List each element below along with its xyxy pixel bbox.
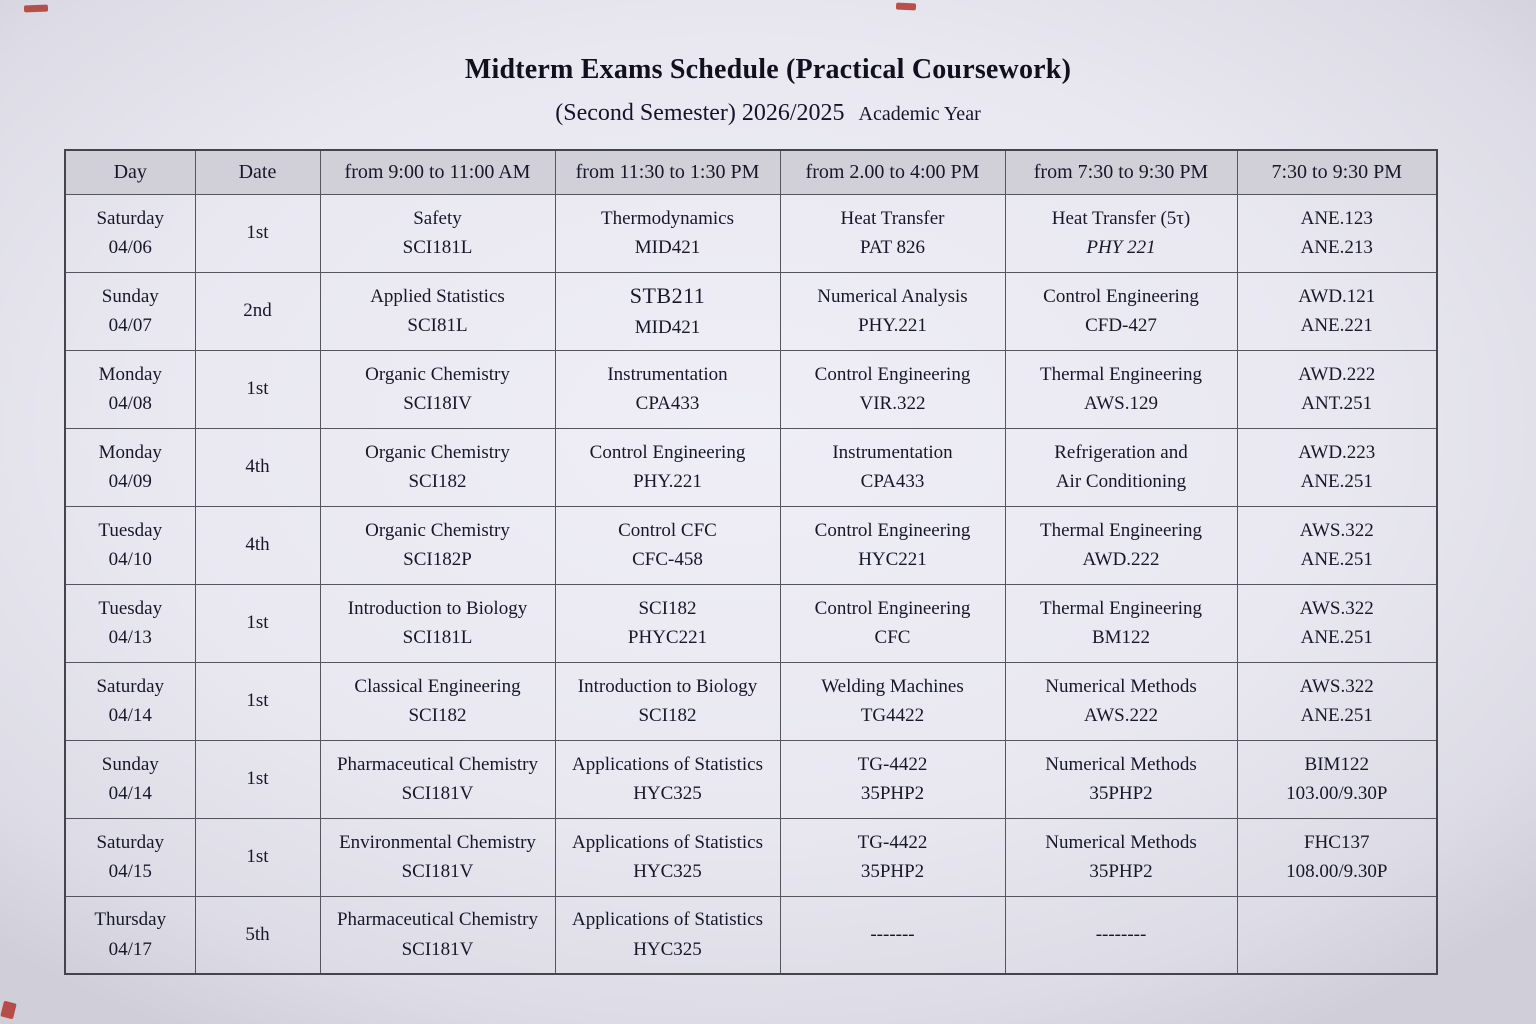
exam-cell <box>320 506 555 584</box>
day-date: 04/07 <box>108 315 152 336</box>
course-name: Instrumentation <box>607 363 728 385</box>
exam-cell <box>780 584 1005 662</box>
room-code: 108.00/9.30P <box>1286 861 1388 882</box>
course-code: SCI181L <box>402 237 473 258</box>
exam-cell <box>320 896 555 974</box>
course-name: ------- <box>870 924 915 946</box>
course-name: Environmental Chemistry <box>339 831 536 853</box>
page-subtitle <box>0 100 1536 127</box>
exam-cell <box>320 428 555 506</box>
exam-cell <box>1005 740 1237 818</box>
date-ordinal-cell: 5th <box>195 896 320 974</box>
course-name: Control Engineering <box>814 519 971 541</box>
course-name: Introduction to Biology <box>577 675 758 697</box>
course-name: Pharmaceutical Chemistry <box>336 909 539 931</box>
table-row <box>65 896 1437 974</box>
course-name: Numerical Methods <box>1045 675 1197 697</box>
course-code: HYC325 <box>633 938 702 960</box>
course-code: MID421 <box>634 317 701 339</box>
room-code: AWS.322 <box>1299 675 1374 697</box>
day-date: 04/15 <box>108 861 152 882</box>
course-name: Welding Machines <box>821 675 964 697</box>
table-row <box>65 662 1437 740</box>
course-name: Applied Statistics <box>370 285 505 307</box>
room-cell <box>1237 428 1437 506</box>
course-code: PHY.221 <box>858 315 927 336</box>
course-name: Applications of Statistics <box>571 753 764 775</box>
course-code: PAT 826 <box>860 237 925 258</box>
room-code: ANE.251 <box>1300 705 1373 726</box>
course-name: Thermal Engineering <box>1040 597 1202 619</box>
exam-cell <box>555 662 780 740</box>
room-code: ANE.123 <box>1300 207 1373 229</box>
course-code: CFD-427 <box>1085 315 1157 336</box>
room-cell <box>1237 740 1437 818</box>
course-code: AWS.222 <box>1084 705 1158 726</box>
course-code: PHYC221 <box>627 627 708 648</box>
header-slot-730-930-room: 7:30 to 9:30 PM <box>1237 150 1437 194</box>
exam-cell <box>320 662 555 740</box>
day-date: 04/14 <box>108 783 152 804</box>
table-row <box>65 740 1437 818</box>
day-cell <box>65 740 195 818</box>
course-name: Control Engineering <box>1043 285 1199 307</box>
room-code: FHC137 <box>1304 831 1370 853</box>
course-name: Applications of Statistics <box>571 831 764 853</box>
day-date: 04/13 <box>108 627 152 648</box>
exam-cell <box>780 506 1005 584</box>
day-name: Sunday <box>101 285 159 307</box>
date-ordinal-cell: 1st <box>195 740 320 818</box>
course-code: 35PHP2 <box>1089 783 1153 804</box>
course-code: VIR.322 <box>859 393 926 414</box>
day-date: 04/08 <box>108 393 152 414</box>
course-code: SCI181L <box>402 627 473 648</box>
header-slot-2-4: from 2.00 to 4:00 PM <box>780 150 1005 194</box>
room-code: AWD.121 <box>1298 285 1376 307</box>
room-code: AWD.222 <box>1298 363 1376 385</box>
course-code: HYC325 <box>633 783 702 804</box>
table-row <box>65 350 1437 428</box>
course-code: PHY 221 <box>1086 237 1156 258</box>
exam-cell <box>320 350 555 428</box>
course-name: Thermal Engineering <box>1040 363 1202 385</box>
day-date: 04/09 <box>108 471 152 492</box>
day-date: 04/14 <box>108 705 152 726</box>
course-name: Heat Transfer (5τ) <box>1051 207 1191 229</box>
course-code: BM122 <box>1091 627 1151 648</box>
room-cell <box>1237 272 1437 350</box>
course-code: CPA433 <box>860 471 925 492</box>
room-cell <box>1237 194 1437 272</box>
course-name: Organic Chemistry <box>365 363 510 385</box>
table-row <box>65 584 1437 662</box>
header-slot-730-930: from 7:30 to 9:30 PM <box>1005 150 1237 194</box>
exam-cell <box>1005 272 1237 350</box>
table-row <box>65 272 1437 350</box>
course-name: Thermodynamics <box>601 207 734 229</box>
course-code: SCI181V <box>401 861 474 882</box>
exam-cell <box>1005 584 1237 662</box>
room-code: ANE.251 <box>1300 471 1373 492</box>
course-name: Thermal Engineering <box>1040 519 1202 541</box>
course-name: Numerical Analysis <box>817 285 968 307</box>
day-cell <box>65 506 195 584</box>
exam-cell <box>1005 428 1237 506</box>
exam-cell <box>1005 194 1237 272</box>
room-code: ANE.251 <box>1300 627 1373 648</box>
exam-cell <box>780 818 1005 896</box>
date-ordinal-cell: 1st <box>195 662 320 740</box>
course-code: SCI181V <box>401 938 474 960</box>
exam-cell <box>555 506 780 584</box>
day-name: Tuesday <box>98 597 163 619</box>
course-code: MID421 <box>634 237 701 258</box>
course-name: Introduction to Biology <box>347 597 528 619</box>
course-code: TG4422 <box>860 705 925 726</box>
course-name: Control CFC <box>618 519 717 541</box>
exam-cell <box>555 818 780 896</box>
room-code: AWD.223 <box>1298 441 1376 463</box>
course-code: SCI81L <box>407 315 468 336</box>
table-row <box>65 194 1437 272</box>
table-row <box>65 428 1437 506</box>
day-name: Sunday <box>101 753 159 775</box>
day-date: 04/10 <box>108 549 152 570</box>
subtitle-main: (Second Semester) 2026/2025 <box>555 100 845 126</box>
exam-cell <box>780 896 1005 974</box>
course-name: Safety <box>413 207 462 229</box>
room-code: ANE.251 <box>1300 549 1373 570</box>
exam-cell <box>780 662 1005 740</box>
course-name: Organic Chemistry <box>365 519 510 541</box>
exam-cell <box>555 896 780 974</box>
exam-cell <box>555 428 780 506</box>
date-ordinal-cell: 1st <box>195 584 320 662</box>
red-pen-mark-top-right <box>896 2 916 10</box>
header-slot-1130-130: from 11:30 to 1:30 PM <box>555 150 780 194</box>
course-name: -------- <box>1095 924 1147 946</box>
day-date: 04/17 <box>108 938 152 960</box>
exam-schedule-table <box>64 149 1438 975</box>
exam-cell <box>1005 662 1237 740</box>
room-code: ANT.251 <box>1301 393 1373 414</box>
course-code: PHY.221 <box>633 471 702 492</box>
course-name: STB211 <box>629 283 706 309</box>
day-name: Saturday <box>96 675 165 697</box>
day-name: Thursday <box>94 909 167 931</box>
date-ordinal-cell: 1st <box>195 818 320 896</box>
course-name: Classical Engineering <box>354 675 521 697</box>
page-title: Midterm Exams Schedule (Practical Coursework) <box>464 54 1072 85</box>
exam-cell <box>1005 818 1237 896</box>
day-name: Monday <box>98 363 162 385</box>
course-code: SCI181V <box>401 783 474 804</box>
day-cell <box>65 896 195 974</box>
room-code: BIM122 <box>1304 753 1369 775</box>
exam-cell <box>555 272 780 350</box>
day-date: 04/06 <box>108 237 152 258</box>
day-name: Monday <box>98 441 162 463</box>
course-code: 35PHP2 <box>860 861 925 882</box>
day-cell <box>65 428 195 506</box>
exam-cell <box>320 818 555 896</box>
date-ordinal-cell: 1st <box>195 350 320 428</box>
header-row <box>65 150 1437 194</box>
exam-cell <box>1005 896 1237 974</box>
course-code: CFC <box>874 627 911 648</box>
course-code: SCI182P <box>403 549 472 570</box>
exam-cell <box>780 350 1005 428</box>
room-cell <box>1237 584 1437 662</box>
course-name: Control Engineering <box>814 597 971 619</box>
room-code: AWS.322 <box>1299 519 1374 541</box>
course-code: 35PHP2 <box>860 783 925 804</box>
header-date: Date <box>195 150 320 194</box>
exam-cell <box>555 584 780 662</box>
course-code: CPA433 <box>635 393 700 414</box>
exam-cell <box>555 740 780 818</box>
header-day: Day <box>65 150 195 194</box>
course-name: Control Engineering <box>814 363 971 385</box>
exam-cell <box>780 272 1005 350</box>
course-name: Pharmaceutical Chemistry <box>336 753 539 775</box>
exam-cell <box>320 194 555 272</box>
subtitle-suffix: Academic Year <box>858 103 981 125</box>
course-code: AWS.129 <box>1084 393 1158 414</box>
course-name: Control Engineering <box>589 441 746 463</box>
exam-cell <box>320 584 555 662</box>
course-code: SCI182 <box>408 471 467 492</box>
day-name: Saturday <box>96 831 165 853</box>
course-code: CFC-458 <box>632 549 703 570</box>
exam-cell <box>555 194 780 272</box>
course-code: Air Conditioning <box>1055 471 1187 492</box>
red-pen-mark-bottom-left <box>0 1001 16 1020</box>
exam-cell <box>555 350 780 428</box>
exam-cell <box>780 194 1005 272</box>
course-name: Instrumentation <box>832 441 953 463</box>
exam-cell <box>780 740 1005 818</box>
room-code: AWS.322 <box>1299 597 1374 619</box>
course-name: Applications of Statistics <box>571 909 764 931</box>
course-name: Refrigeration and <box>1054 441 1188 463</box>
header-slot-9-11: from 9:00 to 11:00 AM <box>320 150 555 194</box>
room-code: ANE.213 <box>1300 237 1373 258</box>
table-row <box>65 818 1437 896</box>
day-cell <box>65 818 195 896</box>
date-ordinal-cell: 4th <box>195 428 320 506</box>
red-pen-mark-top-left <box>24 5 48 13</box>
room-cell <box>1237 896 1437 974</box>
date-ordinal-cell: 2nd <box>195 272 320 350</box>
day-name: Saturday <box>96 207 165 229</box>
day-cell <box>65 272 195 350</box>
exam-cell <box>1005 350 1237 428</box>
day-name: Tuesday <box>98 519 163 541</box>
course-code: 35PHP2 <box>1089 861 1153 882</box>
course-code: HYC221 <box>858 549 927 570</box>
course-name: TG-4422 <box>857 831 928 853</box>
course-name: TG-4422 <box>857 753 928 775</box>
table-row <box>65 506 1437 584</box>
room-cell <box>1237 662 1437 740</box>
room-cell <box>1237 506 1437 584</box>
course-code: SCI182 <box>408 705 467 726</box>
course-name: Numerical Methods <box>1045 831 1197 853</box>
day-cell <box>65 584 195 662</box>
day-cell <box>65 194 195 272</box>
room-code: 103.00/9.30P <box>1286 783 1388 804</box>
date-ordinal-cell: 4th <box>195 506 320 584</box>
exam-cell <box>780 428 1005 506</box>
course-code: AWD.222 <box>1082 549 1160 570</box>
exam-cell <box>1005 506 1237 584</box>
course-name: Numerical Methods <box>1045 753 1197 775</box>
course-name: Heat Transfer <box>840 207 945 229</box>
course-code: SCI18IV <box>403 393 472 414</box>
exam-cell <box>320 272 555 350</box>
room-cell <box>1237 350 1437 428</box>
day-cell <box>65 662 195 740</box>
day-cell <box>65 350 195 428</box>
date-ordinal-cell: 1st <box>195 194 320 272</box>
exam-cell <box>320 740 555 818</box>
room-code: ANE.221 <box>1300 315 1373 336</box>
course-name: Organic Chemistry <box>365 441 510 463</box>
course-code: HYC325 <box>633 861 702 882</box>
room-cell <box>1237 818 1437 896</box>
course-name: SCI182 <box>638 597 697 619</box>
course-code: SCI182 <box>638 705 697 726</box>
